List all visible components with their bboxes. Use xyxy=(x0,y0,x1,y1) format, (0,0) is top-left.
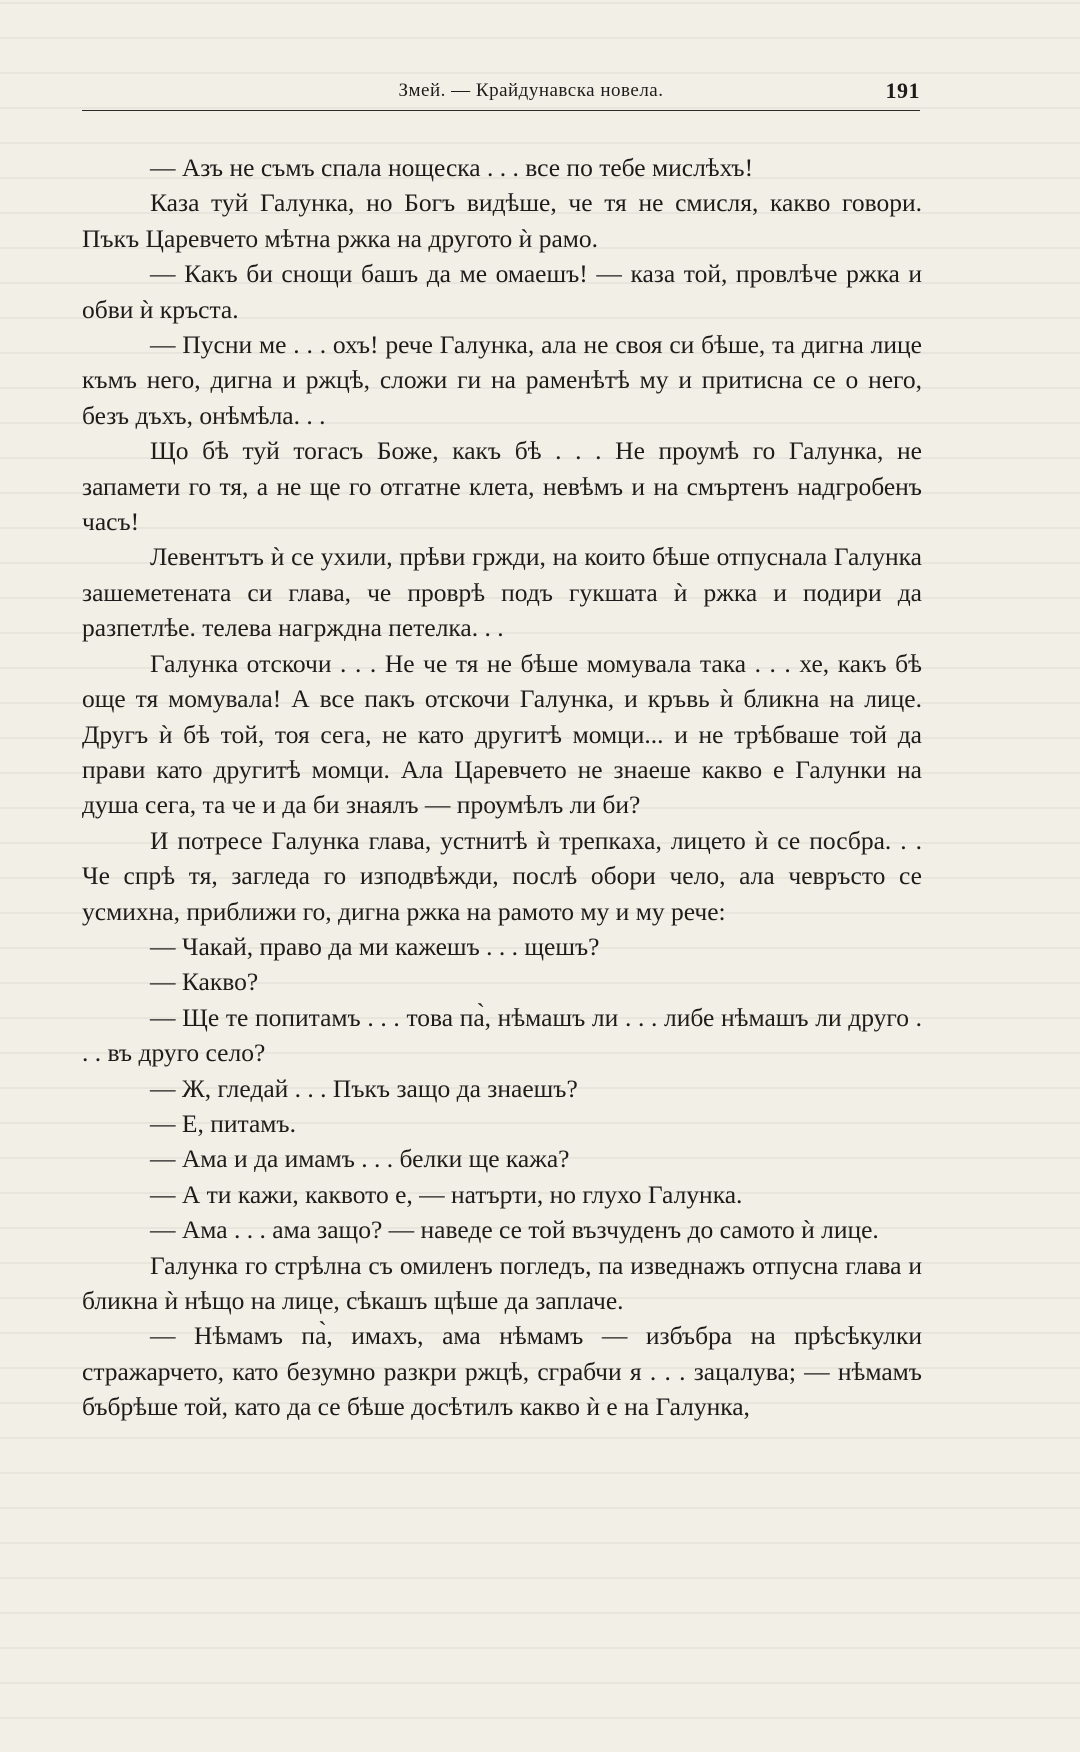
paragraph: Левентътъ ѝ се ухили, прѣви гржди, на които бѣше отпуснала Галунка зашеметената си глава, че проврѣ подъ гукшата ѝ ржка и подири да разпетлѣе. телева нагрждна петелка. . . xyxy=(82,542,922,643)
dialogue-line: — Е, питамъ. xyxy=(150,1108,296,1138)
header-rule xyxy=(82,110,920,111)
paragraph: — Азъ не съмъ спала нощеска . . . все по тебе мислѣхъ! xyxy=(150,153,754,182)
paragraph: Галунка отскочи . . . Не че тя не бѣше момувала така . . . хе, какъ бѣ още тя момувала! А все пакъ отскочи Галунка, и кръвь ѝ бликна на лице. Другъ ѝ бѣ той, тоя сега, не като другитѣ момци... и не трѣбваше той да прави като другитѣ момци. Ала Царевчето не знаеше какво е Галунки на душа сега, та че и да би знаялъ — проумѣлъ ли би? xyxy=(82,648,922,820)
paragraph: — Пусни ме . . . охъ! рече Галунка, ала не своя си бѣше, та дигна лице къмъ него, дигна и ржцѣ, сложи ги на раменѣтѣ му и притисна се о него, безъ дъхъ, онѣмѣла. . . xyxy=(82,330,922,430)
page-number: 191 xyxy=(885,78,920,103)
paragraph: Каза туй Галунка, но Богъ видѣше, че тя не смисля, какво говори. Пъкъ Царевчето мѣтна ржка на другото ѝ рамо. xyxy=(82,188,922,253)
dialogue-line: — Чакай, право да ми кажешъ . . . щешъ? xyxy=(150,931,600,961)
paragraph: Галунка го стрѣлна съ омиленъ погледъ, па изведнажъ отпусна глава и бликна ѝ нѣщо на лице, сѣкашъ щѣше да заплаче. xyxy=(82,1250,922,1315)
paragraph: — Какъ би снощи башъ да ме омаешъ! — каза той, провлѣче ржка и обви ѝ кръста. xyxy=(82,259,922,324)
paragraph: И потресе Галунка глава, устнитѣ ѝ трепкаха, лицето ѝ се посбра. . . Че спрѣ тя, загледа го изподвѣжди, послѣ обори чело, ала чевръсто се усмихна, приближи го, дигна ржка на рамото му и му рече: xyxy=(82,825,922,926)
paragraph: Що бѣ туй тогасъ Боже, какъ бѣ . . . Не проумѣ го Галунка, не запамети го тя, а не ще го отгатне клета, невѣмъ и на смъртенъ надгробенъ часъ! xyxy=(82,436,922,537)
dialogue-line: — Ж, гледай . . . Пъкъ защо да знаешъ? xyxy=(150,1073,578,1103)
dialogue-line: — А ти кажи, каквото е, — натърти, но глухо Галунка. xyxy=(150,1179,743,1209)
dialogue-line: — Какво? xyxy=(150,967,259,997)
dialogue-line: — Нѣмамъ па̀, имахъ, ама нѣмамъ — избъбра на прѣсѣкулки стражарчето, като безумно разкри ржцѣ, сграбчи я . . . зацалува; — нѣмамъ бъбрѣше той, като да се бѣше досѣтилъ какво ѝ е на Галунка, xyxy=(82,1321,922,1422)
body-text xyxy=(82,150,922,1425)
dialogue-line: — Ще те попитамъ . . . това па̀, нѣмашъ ли . . . либе нѣмашъ ли друго . . . въ друго село? xyxy=(82,1002,922,1068)
running-title: Змей. — Крайдунавска новела. xyxy=(398,80,664,101)
dialogue-line: — Ама . . . ама защо? — наведе се той възчуденъ до самото ѝ лице. xyxy=(150,1215,879,1245)
dialogue-line: — Ама и да имамъ . . . белки ще кажа? xyxy=(150,1144,570,1174)
